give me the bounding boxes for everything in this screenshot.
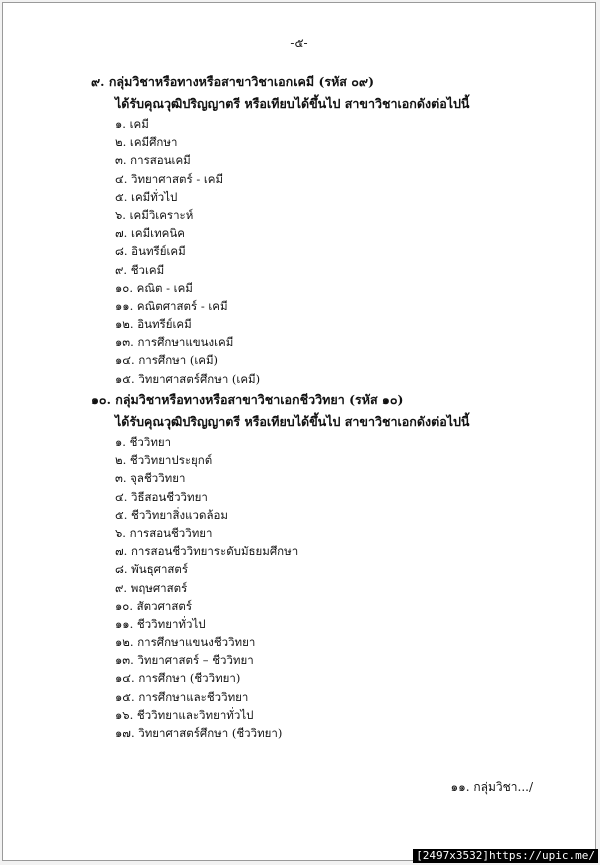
list-item: ๘. พันธุศาสตร์ bbox=[115, 562, 189, 577]
list-item: ๖. เคมีวิเคราะห์ bbox=[115, 207, 194, 222]
section-heading: ๙. กลุ่มวิชาหรือทางหรือสาขาวิชาเอกเคมี (รหัส ๐๙) bbox=[91, 74, 374, 89]
major-list bbox=[3, 433, 595, 742]
list-item: ๓. การสอนเคมี bbox=[115, 153, 191, 168]
list-item: ๑๐. สัตวศาสตร์ bbox=[115, 598, 192, 613]
list-item: ๑๑. ชีววิทยาทั่วไป bbox=[115, 616, 206, 631]
list-item: ๘. อินทรีย์เคมี bbox=[115, 244, 186, 259]
image-host-watermark: [2497x3532]https://upic.me/ bbox=[413, 849, 598, 863]
list-item: ๑๒. อินทรีย์เคมี bbox=[115, 317, 192, 332]
list-item: ๑๑. คณิตศาสตร์ - เคมี bbox=[115, 298, 228, 313]
section-biology bbox=[3, 389, 595, 742]
list-item: ๕. เคมีทั่วไป bbox=[115, 189, 178, 204]
page-number: -๕- bbox=[290, 36, 308, 50]
list-item: ๕. ชีววิทยาสิ่งแวดล้อม bbox=[115, 507, 229, 522]
list-item: ๗. เคมีเทคนิค bbox=[115, 226, 185, 241]
list-item: ๓. จุลชีววิทยา bbox=[115, 471, 186, 486]
list-item: ๑๗. วิทยาศาสตร์ศึกษา (ชีววิทยา) bbox=[115, 726, 283, 740]
list-item: ๑๔. การศึกษา (ชีววิทยา) bbox=[115, 671, 241, 686]
list-item: ๙. พฤษศาสตร์ bbox=[115, 580, 188, 595]
list-item: ๑๖. ชีววิทยาและวิทยาทั่วไป bbox=[115, 707, 254, 722]
list-item: ๑๒. การศึกษาแขนงชีววิทยา bbox=[115, 635, 256, 650]
section-heading: ๑๐. กลุ่มวิชาหรือทางหรือสาขาวิชาเอกชีววิทยา (รหัส ๑๐) bbox=[91, 392, 404, 407]
list-item: ๗. การสอนชีววิทยาระดับมัธยมศึกษา bbox=[115, 544, 299, 559]
section-subheading: ได้รับคุณวุฒิปริญญาตรี หรือเทียบได้ขึ้นไป สาขาวิชาเอกดังต่อไปนี้ bbox=[115, 96, 470, 111]
continuation-note: ๑๑. กลุ่มวิชา.../ bbox=[450, 780, 533, 794]
list-item: ๙. ชีวเคมี bbox=[115, 262, 165, 277]
list-item: ๑๕. การศึกษาและชีววิทยา bbox=[115, 689, 249, 704]
list-item: ๑. เคมี bbox=[115, 117, 149, 131]
list-item: ๒. ชีววิทยาประยุกต์ bbox=[115, 453, 213, 468]
major-list bbox=[3, 115, 595, 388]
section-chemistry bbox=[3, 71, 595, 388]
list-item: ๑๓. วิทยาศาสตร์ – ชีววิทยา bbox=[115, 653, 254, 668]
list-item: ๑๔. การศึกษา (เคมี) bbox=[115, 353, 219, 368]
document-page bbox=[2, 2, 596, 861]
list-item: ๑๓. การศึกษาแขนงเคมี bbox=[115, 335, 234, 350]
section-subheading: ได้รับคุณวุฒิปริญญาตรี หรือเทียบได้ขึ้นไป สาขาวิชาเอกดังต่อไปนี้ bbox=[115, 414, 470, 429]
list-item: ๑๕. วิทยาศาสตร์ศึกษา (เคมี) bbox=[115, 371, 261, 386]
list-item: ๑. ชีววิทยา bbox=[115, 435, 172, 449]
list-item: ๔. วิธีสอนชีววิทยา bbox=[115, 489, 208, 504]
list-item: ๑๐. คณิต - เคมี bbox=[115, 280, 193, 295]
list-item: ๒. เคมีศึกษา bbox=[115, 135, 178, 150]
list-item: ๔. วิทยาศาสตร์ - เคมี bbox=[115, 171, 224, 186]
list-item: ๖. การสอนชีววิทยา bbox=[115, 525, 213, 540]
